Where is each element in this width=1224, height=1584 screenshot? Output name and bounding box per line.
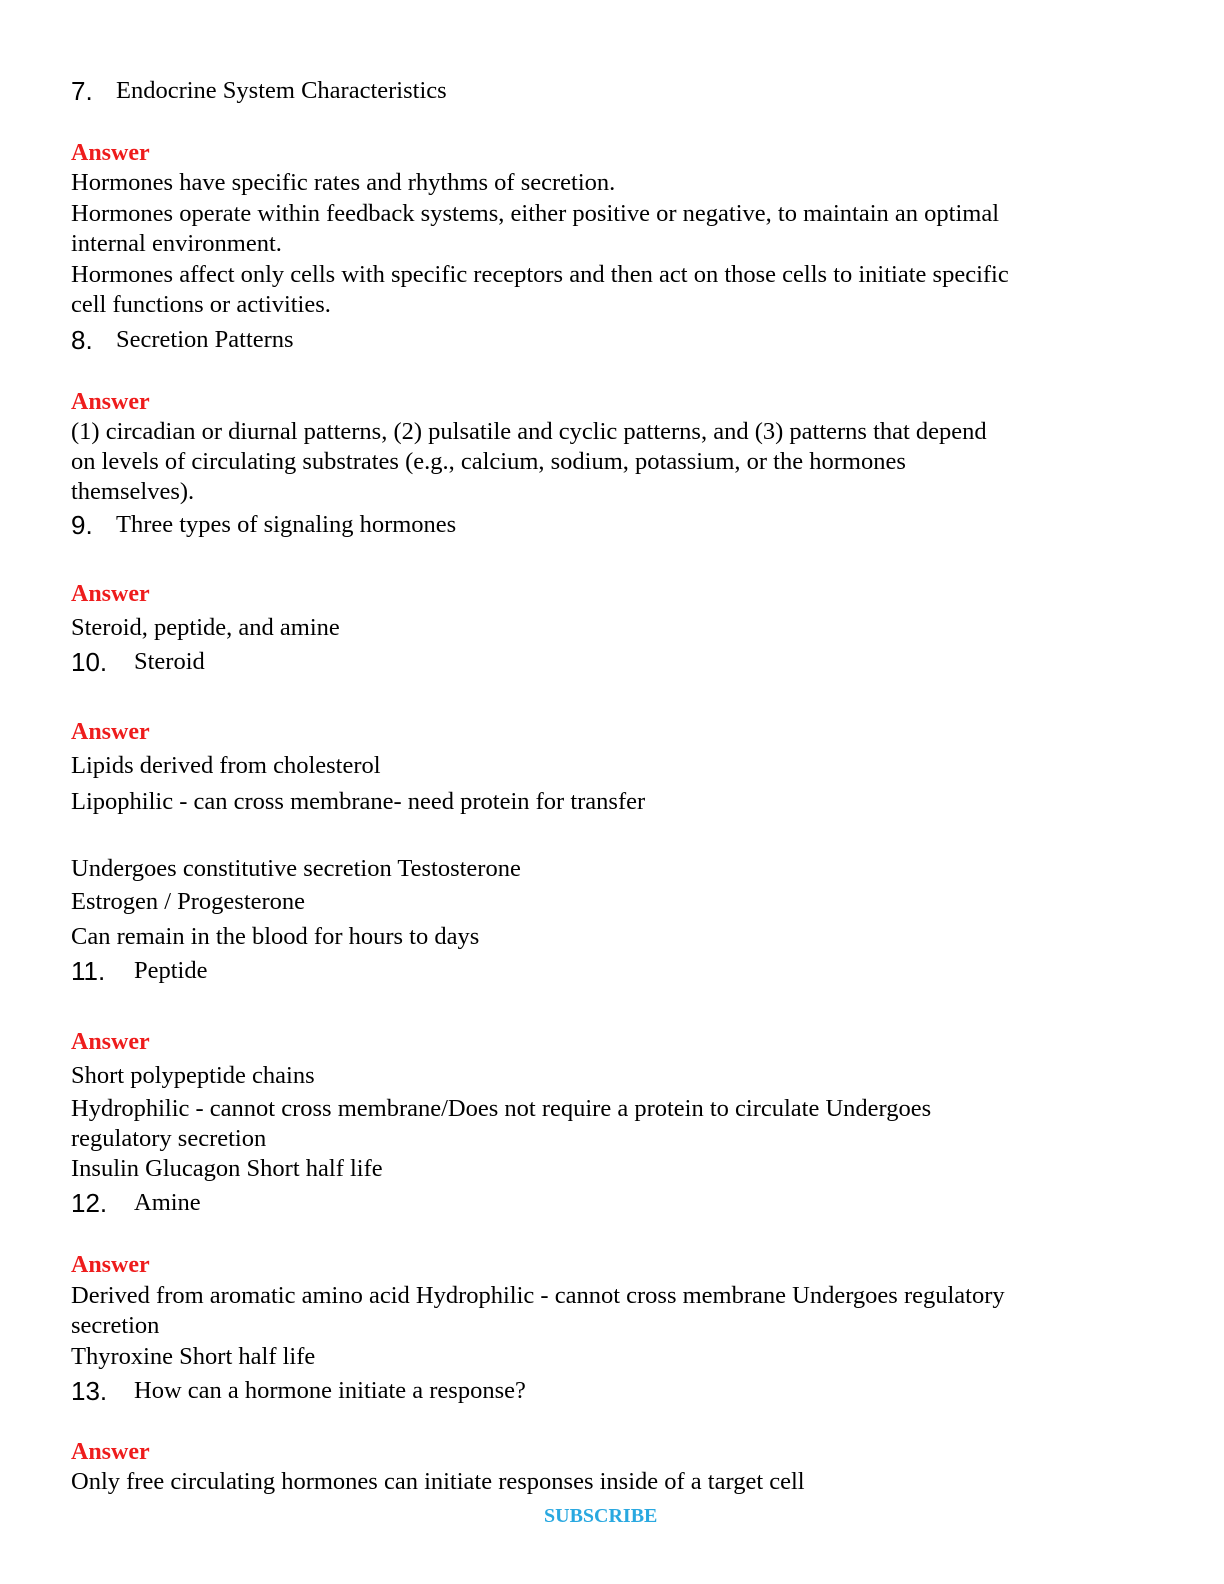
- answer-line: (1) circadian or diurnal patterns, (2) pulsatile and cyclic patterns, and (3) patterns that depend: [71, 418, 987, 445]
- answer-line: cell functions or activities.: [71, 291, 331, 318]
- answer-line: Hormones have specific rates and rhythms of secretion.: [71, 169, 616, 196]
- answer-line: Lipophilic - can cross membrane- need protein for transfer: [71, 788, 646, 815]
- question-title: Three types of signaling hormones: [116, 511, 457, 538]
- answer-line: Undergoes constitutive secretion Testosterone: [71, 855, 521, 882]
- question-title: How can a hormone initiate a response?: [134, 1377, 526, 1404]
- question-number: 8.: [71, 325, 93, 355]
- answer-line: themselves).: [71, 478, 195, 505]
- answer-line: Can remain in the blood for hours to days: [71, 923, 480, 950]
- answer-label: Answer: [71, 389, 150, 415]
- answer-label: Answer: [71, 719, 150, 745]
- answer-line: Thyroxine Short half life: [71, 1343, 316, 1370]
- answer-line: Estrogen / Progesterone: [71, 888, 306, 915]
- answer-line: Derived from aromatic amino acid Hydrophilic - cannot cross membrane Undergoes regulatory: [71, 1282, 1005, 1309]
- question-number: 9.: [71, 510, 93, 540]
- answer-line: Steroid, peptide, and amine: [71, 614, 340, 641]
- question-title: Secretion Patterns: [116, 326, 294, 353]
- question-number: 11.: [71, 956, 106, 986]
- answer-line: Only free circulating hormones can initiate responses inside of a target cell: [71, 1468, 805, 1495]
- question-number: 13.: [71, 1376, 108, 1406]
- answer-label: Answer: [71, 1439, 150, 1465]
- answer-line: Lipids derived from cholesterol: [71, 752, 381, 779]
- answer-label: Answer: [71, 140, 150, 166]
- answer-line: Insulin Glucagon Short half life: [71, 1155, 383, 1182]
- question-title: Steroid: [134, 648, 205, 675]
- subscribe-link[interactable]: SUBSCRIBE: [544, 1505, 658, 1527]
- answer-label: Answer: [71, 1029, 150, 1055]
- answer-line: Short polypeptide chains: [71, 1062, 315, 1089]
- answer-line: secretion: [71, 1312, 160, 1339]
- question-number: 7.: [71, 76, 93, 106]
- answer-line: Hormones affect only cells with specific receptors and then act on those cells to initiate specific: [71, 261, 1009, 288]
- answer-line: on levels of circulating substrates (e.g., calcium, sodium, potassium, or the hormones: [71, 448, 906, 475]
- answer-line: Hormones operate within feedback systems, either positive or negative, to maintain an optimal: [71, 200, 1000, 227]
- answer-line: internal environment.: [71, 230, 282, 257]
- question-number: 12.: [71, 1188, 108, 1218]
- question-title: Endocrine System Characteristics: [116, 77, 447, 104]
- question-title: Peptide: [134, 957, 208, 984]
- question-title: Amine: [134, 1189, 201, 1216]
- question-number: 10.: [71, 647, 108, 677]
- answer-line: Hydrophilic - cannot cross membrane/Does not require a protein to circulate Undergoes: [71, 1095, 932, 1122]
- answer-line: regulatory secretion: [71, 1125, 267, 1152]
- answer-label: Answer: [71, 1252, 150, 1278]
- answer-label: Answer: [71, 581, 150, 607]
